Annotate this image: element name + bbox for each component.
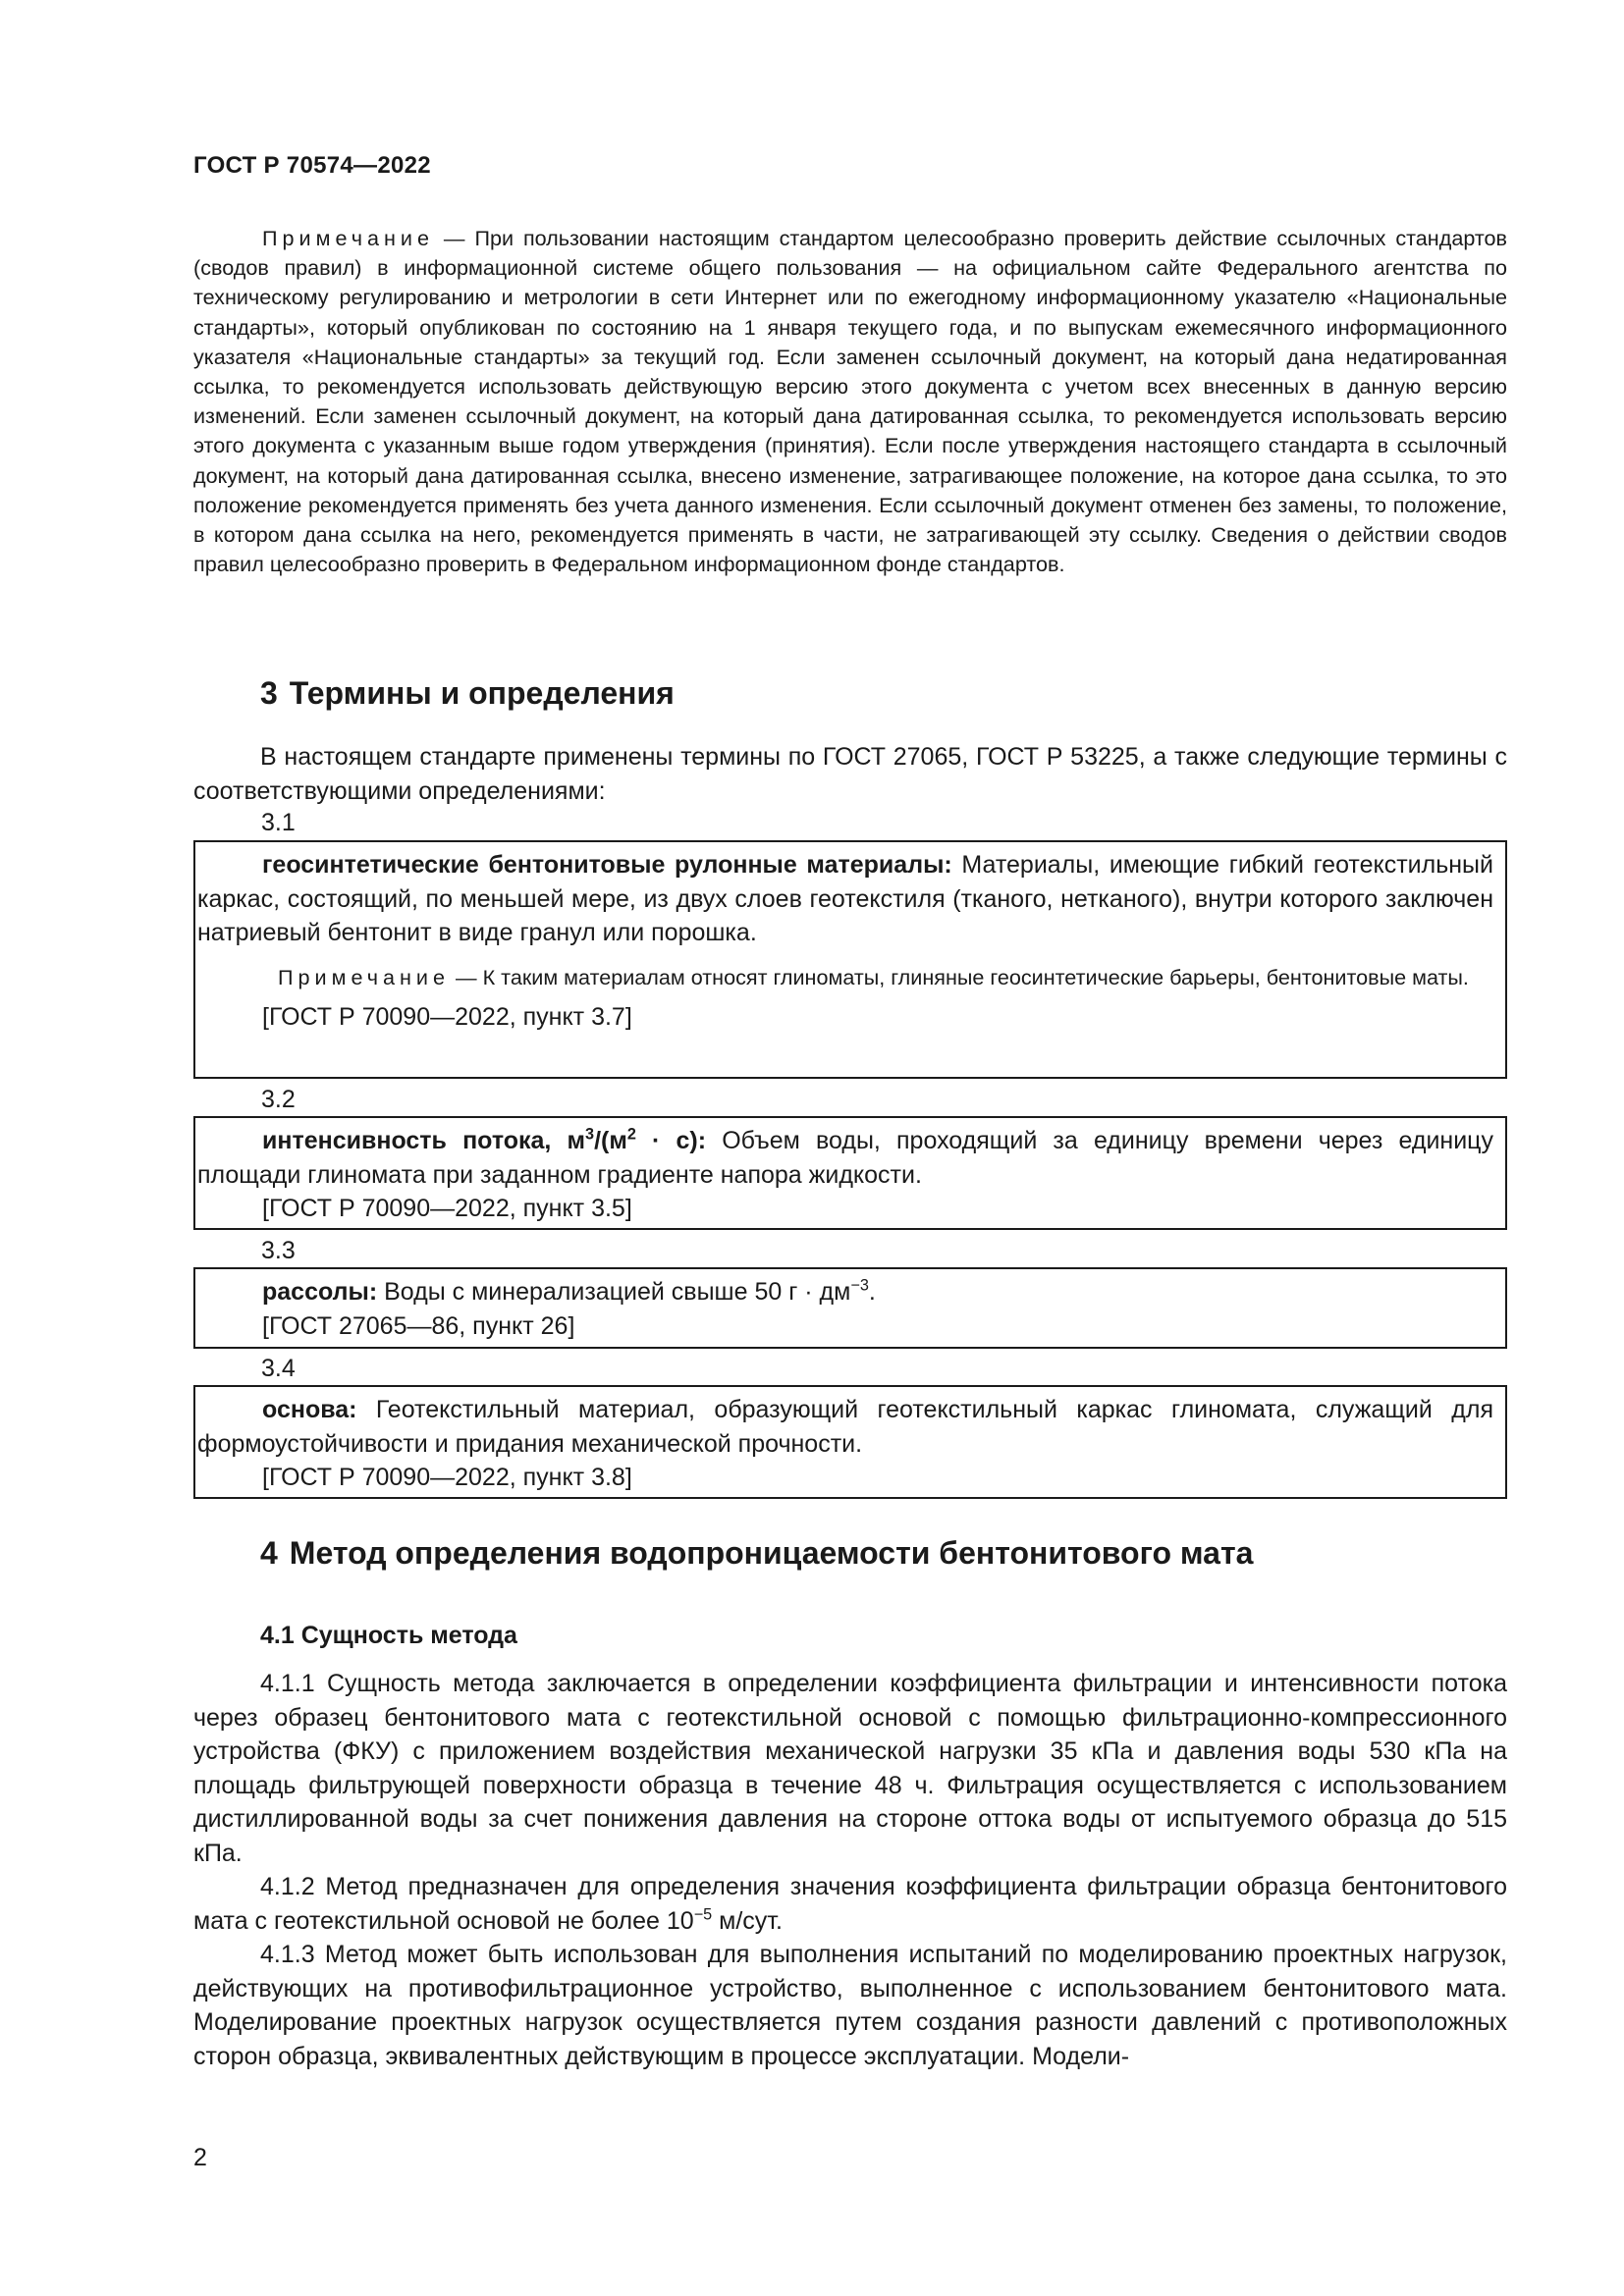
page-number: 2 [193, 2144, 207, 2171]
term-source: [ГОСТ Р 70090—2022, пункт 3.8] [262, 1464, 632, 1491]
term-source: [ГОСТ 27065—86, пункт 26] [262, 1311, 575, 1340]
term-number: 3.1 [261, 809, 296, 836]
term-box-3-4 [193, 1385, 1507, 1499]
subsection-4-1-heading: 4.1 Сущность метода [260, 1622, 517, 1649]
term-box-3-2 [193, 1116, 1507, 1230]
reference-note [193, 224, 1507, 579]
term-definition: геосинтетические бентонитовые рулонные материалы: Материалы, имеющие гибкий геотекстильный каркас, состоящий, по меньшей мере, из двух слоев геотекстиля (тканого, нетканого), внутри которого заключен натриевый бентонит в виде гранул или порошка. [197, 851, 1493, 946]
note-label: Примечание [262, 226, 434, 250]
term-name: рассолы: [262, 1278, 378, 1306]
term-definition: рассолы: Воды с минерализацией свыше 50 $г \cdot дм^{-3}$. [262, 1276, 876, 1306]
document-header: ГОСТ Р 70574—2022 [193, 152, 431, 179]
term-definition: интенсивность потока, $м^3/(м^2 \cdot с)$: Объем воды, проходящий за единицу времени через единицу площади глиномата при заданном градиенте напора жидкости. [197, 1125, 1493, 1189]
paragraph-4-1-2: 4.1.2 Метод предназначен для определения значения коэффициента фильтрации образца бентонитового мата с геотекстильной основой не более $10^{-5}$ м/сут. [193, 1873, 1507, 1935]
term-source: [ГОСТ Р 70090—2022, пункт 3.7] [262, 1002, 632, 1031]
paragraph-4-1-3: 4.1.3 Метод может быть использован для выполнения испытаний по моделированию проектных нагрузок, действующих на противофильтрационное устройство, выполненное с использованием бентонитового мата. Моделирование проектных нагрузок осуществляется путем создания разности давлений с противоположных сторон образца, эквивалентных действующим в процессе эксплуатации. Модели- [193, 1941, 1507, 2070]
term-definition: основа: Геотекстильный материал, образующий геотекстильный каркас глиномата, служащий для формоустойчивости и придания механической прочности. [197, 1396, 1493, 1458]
term-name: геосинтетические бентонитовые рулонные материалы: [262, 851, 952, 879]
term-source: [ГОСТ Р 70090—2022, пункт 3.5] [262, 1195, 632, 1222]
term-number: 3.2 [261, 1086, 296, 1113]
section-3-intro: В настоящем стандарте применены термины по ГОСТ 27065, ГОСТ Р 53225, а также следующие термины с соответствующими определениями: [193, 743, 1507, 805]
paragraph-4-1-1: 4.1.1 Сущность метода заключается в определении коэффициента фильтрации и интенсивности потока через образец бентонитового мата с геотекстильной основой с помощью фильтрационно-компрессионного устройства (ФКУ) с приложением воздействия механической нагрузки 35 кПа и давления воды 530 кПа на площадь фильтрующей поверхности образца в течение 48 ч. Фильтрация осуществляется с использованием дистиллированной воды за счет понижения давления на стороне оттока воды от испытуемого образца до 515 кПа. [193, 1670, 1507, 1867]
term-number: 3.3 [261, 1237, 296, 1264]
term-box-3-3 [193, 1267, 1507, 1349]
section-3-heading: 3 Термины и определения [260, 675, 675, 711]
section-4-heading: 4 Метод определения водопроницаемости бентонитового мата [260, 1535, 1254, 1571]
term-name: интенсивность потока, $м^3/(м^2 \cdot с)$: [262, 1125, 707, 1154]
term-number: 3.4 [261, 1355, 296, 1382]
term-box-3-1 [193, 840, 1507, 1079]
note-text: — При пользовании настоящим стандартом целесообразно проверить действие ссылочных стандартов (сводов правил) в информационной системе общего пользования — на официальном сайте Федерального агентства по техническому регулированию и метрологии в сети Интернет или по ежегодному информационному указателю «Национальные стандарты», который опубликован по состоянию на 1 января текущего года, и по выпускам ежемесячного информационного указателя «Национальные стандарты» за текущий год. Если заменен ссылочный документ, на который дана недатированная ссылка, то рекомендуется использовать действующую версию этого документа с учетом всех внесенных в данную версию изменений. Если заменен ссылочный документ, на который дана датированная ссылка, то рекомендуется использовать версию этого документа с указанным выше годом утверждения (принятия). Если после утверждения настоящего стандарта в ссылочный документ, на который дана датированная ссылка, внесено изменение, затрагивающее положение, на которое дана ссылка, то это положение рекомендуется применять без учета данного изменения. Если ссылочный документ отменен без замены, то положение, в котором дана ссылка на него, рекомендуется применять в части, не затрагивающей эту ссылку. Сведения о действии сводов правил целесообразно проверить в Федеральном информационном фонде стандартов. [193, 226, 1507, 577]
term-note: Примечание — К таким материалам относят глиноматы, глиняные геосинтетические барьеры, бентонитовые маты. [278, 964, 1469, 989]
term-name: основа: [262, 1396, 357, 1423]
